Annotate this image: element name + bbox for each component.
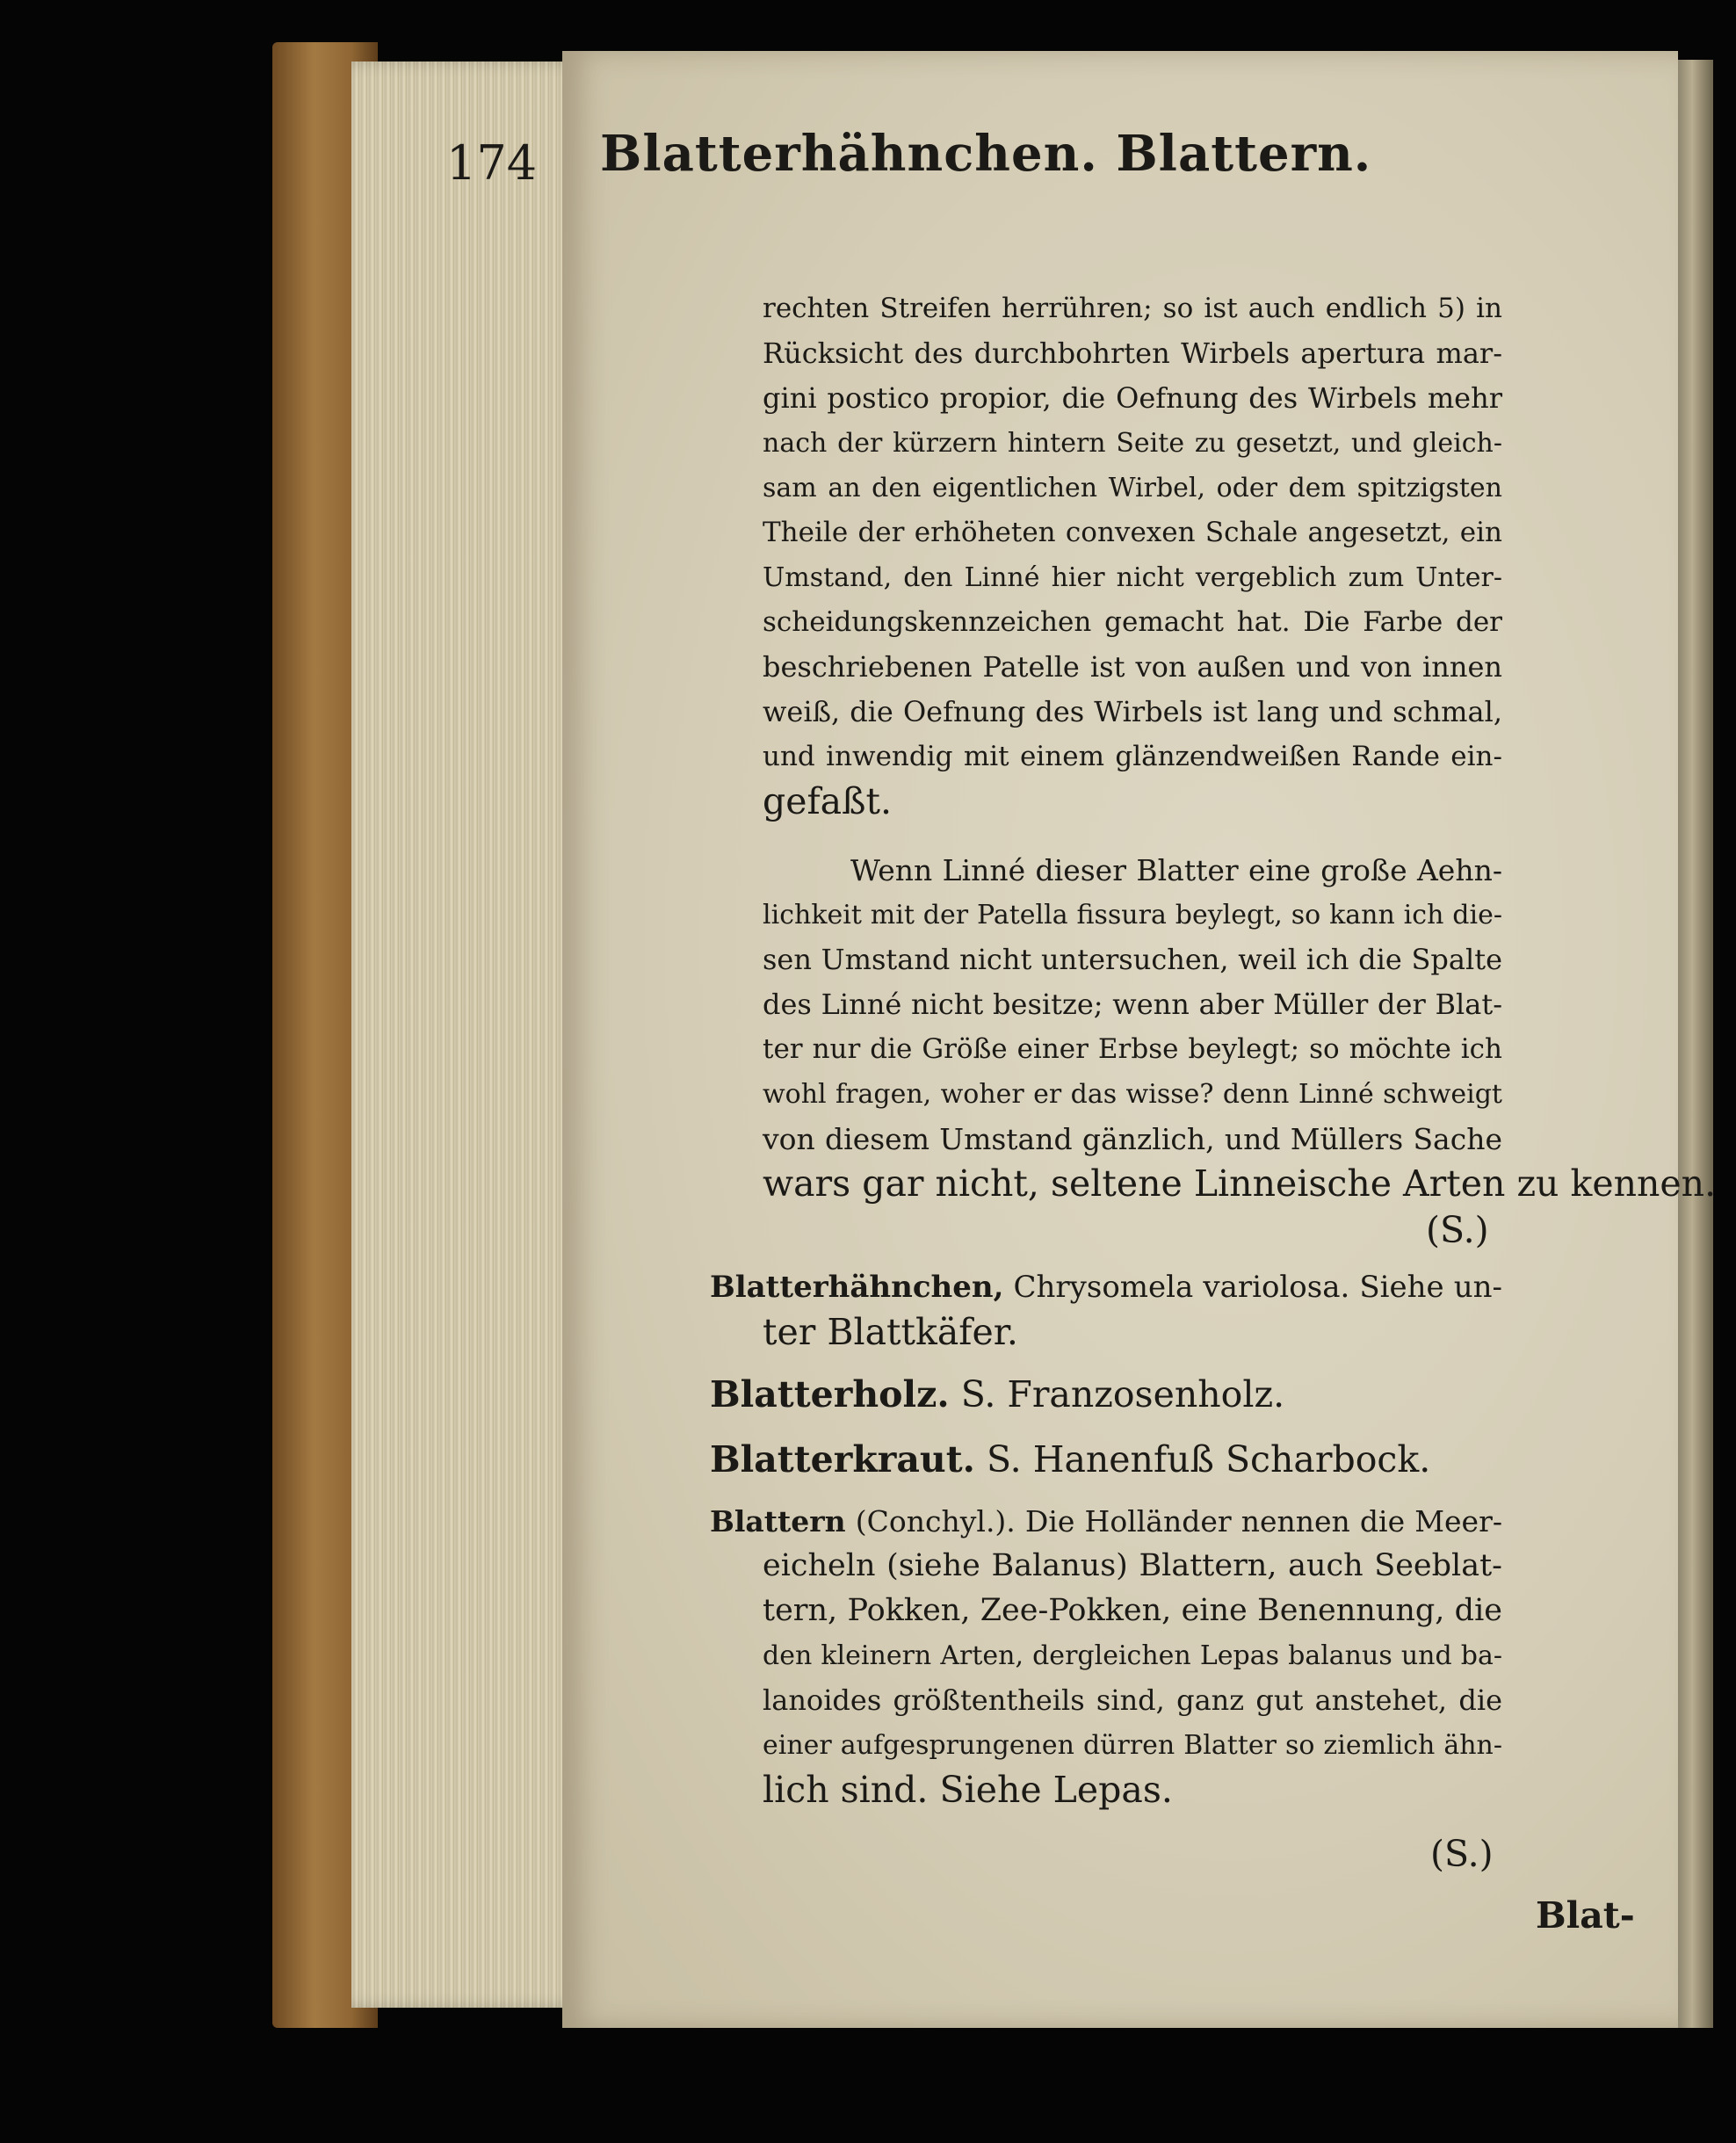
text-line: beschriebenen Patelle ist von außen und von innen bbox=[763, 650, 1502, 684]
text-line: lich sind. Siehe Lepas. bbox=[763, 1769, 1173, 1811]
text-line: Wenn Linné dieser Blatter eine große Aehn- bbox=[850, 853, 1502, 887]
text-line: gefaßt. bbox=[763, 780, 893, 822]
signature-mark: (S.) bbox=[1426, 1209, 1489, 1251]
page-number: 174 bbox=[446, 135, 538, 191]
text-line: einer aufgesprungenen dürren Blatter so ziemlich ähn- bbox=[763, 1730, 1502, 1761]
text-line: Rücksicht des durchbohrten Wirbels apertura mar- bbox=[763, 337, 1502, 370]
running-title: Blatterhähnchen. Blattern. bbox=[600, 125, 1372, 183]
dictionary-entry bbox=[710, 1372, 1284, 1417]
text-line: ter nur die Größe einer Erbse beylegt; so möchte ich bbox=[763, 1033, 1502, 1065]
text-line: Theile der erhöheten convexen Schale angesetzt, ein bbox=[763, 517, 1502, 548]
signature-mark: (S.) bbox=[1430, 1833, 1494, 1875]
facing-page-edge bbox=[1678, 60, 1713, 2028]
text-line: wohl fragen, woher er das wisse? denn Linné schweigt bbox=[763, 1079, 1502, 1110]
entry-text: S. Hanenfuß Scharbock. bbox=[974, 1438, 1431, 1481]
entry-headword: Blattern bbox=[710, 1504, 846, 1538]
entry-headword: Blatterkraut. bbox=[710, 1438, 975, 1481]
text-line: den kleinern Arten, dergleichen Lepas balanus und ba- bbox=[763, 1640, 1502, 1671]
entry-text: (Conchyl.). Die Holländer nennen die Meer- bbox=[845, 1504, 1502, 1538]
text-line: Umstand, den Linné hier nicht vergeblich zum Unter- bbox=[763, 562, 1502, 593]
page-header bbox=[446, 125, 1505, 202]
text-line: sam an den eigentlichen Wirbel, oder dem spitzigsten bbox=[763, 473, 1502, 503]
entry-headword: Blatterhähnchen, bbox=[710, 1270, 1004, 1305]
text-line: lanoides größtentheils sind, ganz gut anstehet, die bbox=[763, 1683, 1502, 1717]
entry-text: S. Franzosenholz. bbox=[949, 1373, 1285, 1415]
text-line: von diesem Umstand gänzlich, und Müllers Sache bbox=[763, 1122, 1502, 1156]
text-line: ter Blattkäfer. bbox=[763, 1311, 1018, 1353]
entry-headword: Blatterholz. bbox=[710, 1373, 950, 1415]
text-line: des Linné nicht besitze; wenn aber Müller der Blat- bbox=[763, 988, 1502, 1021]
text-line: wars gar nicht, seltene Linneische Arten zu kennen. bbox=[763, 1162, 1717, 1205]
text-line: gini postico propior, die Oefnung des Wirbels mehr bbox=[763, 381, 1502, 415]
entry-text: Chrysomela variolosa. Siehe un- bbox=[1003, 1270, 1502, 1305]
text-line: tern, Pokken, Zee-Pokken, eine Benennung, die bbox=[763, 1593, 1502, 1628]
text-line: scheidungskennzeichen gemacht hat. Die Farbe der bbox=[763, 606, 1502, 638]
text-line: sen Umstand nicht untersuchen, weil ich die Spalte bbox=[763, 943, 1502, 976]
text-line: eicheln (siehe Balanus) Blattern, auch Seeblat- bbox=[763, 1548, 1502, 1583]
text-line: lichkeit mit der Patella fissura beylegt, so kann ich die- bbox=[763, 900, 1502, 930]
catchword: Blat- bbox=[1536, 1894, 1635, 1937]
dictionary-entry bbox=[710, 1499, 1502, 1544]
text-line: nach der kürzern hintern Seite zu gesetzt, und gleich- bbox=[763, 428, 1502, 459]
dictionary-entry bbox=[710, 1437, 1430, 1482]
dictionary-entry bbox=[710, 1265, 1502, 1310]
text-line: rechten Streifen herrühren; so ist auch endlich 5) in bbox=[763, 293, 1502, 324]
text-line: und inwendig mit einem glänzendweißen Rande ein- bbox=[763, 741, 1502, 772]
text-line: weiß, die Oefnung des Wirbels ist lang und schmal, bbox=[763, 695, 1502, 728]
